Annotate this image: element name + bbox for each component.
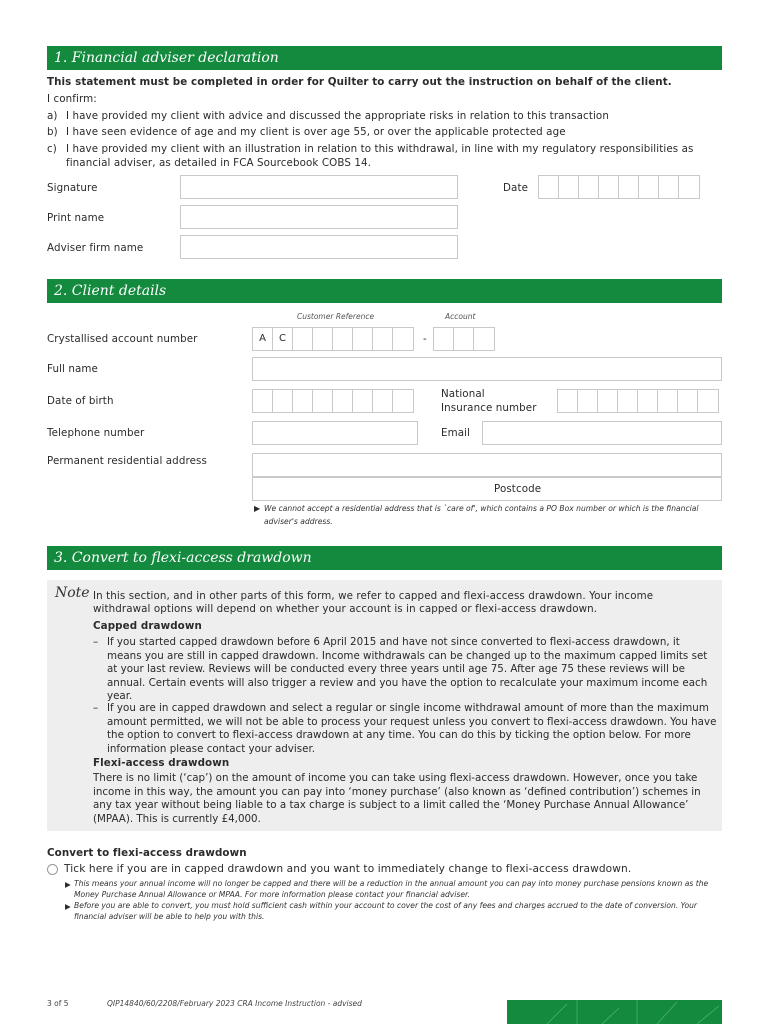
address-field[interactable]	[252, 453, 722, 477]
ni-label-line-1: National	[441, 388, 485, 400]
dob-cell[interactable]	[273, 390, 293, 412]
ni-cell[interactable]	[678, 390, 698, 412]
full-name-field[interactable]	[252, 357, 722, 381]
full-name-label: Full name	[47, 363, 98, 375]
ni-cell[interactable]	[698, 390, 718, 412]
date-cell[interactable]	[679, 176, 699, 198]
ni-label-line-2: Insurance number	[441, 402, 537, 414]
dash-bullet: –	[93, 702, 99, 714]
date-cell[interactable]	[539, 176, 559, 198]
address-note-line-2: adviser's address.	[264, 517, 333, 526]
ni-cell[interactable]	[658, 390, 678, 412]
dob-cell[interactable]	[333, 390, 353, 412]
triangle-bullet-icon: ▶	[65, 902, 71, 911]
section-3-title: 3. Convert to flexi-access drawdown	[47, 546, 722, 570]
account-cell[interactable]	[434, 328, 454, 350]
reference-cell[interactable]	[293, 328, 313, 350]
tick-note-2: Before you are able to convert, you must hold sufficient cash within your account to cover the cost of any fees and charges accrued to the date of conversion. Your financial adviser will be able to help you with this.	[74, 901, 698, 921]
flexi-text: There is no limit (‘cap’) on the amount of income you can take using flexi-access drawdown. However, once you take income in this way, the amount you can pay into ‘money purchase’ (also known as ‘defined contribution’) schemes in any tax year without being liable to a tax charge is subject to a limit called the ‘Money Purchase Annual Allowance’ (MPAA). This is currently £4,000.	[93, 772, 701, 825]
postcode-label: Postcode	[494, 483, 542, 495]
adviser-firm-label: Adviser firm name	[47, 242, 144, 254]
ni-cell[interactable]	[578, 390, 598, 412]
reference-separator: -	[423, 333, 427, 345]
note-intro-line-1: In this section, and in other parts of this form, we refer to capped and flexi-access drawdown. Your income	[93, 590, 654, 602]
telephone-field[interactable]	[252, 421, 418, 445]
page-number: 3 of 5	[47, 999, 69, 1008]
account-field[interactable]	[433, 327, 495, 351]
section-1-title: 1. Financial adviser declaration	[47, 46, 722, 70]
print-name-field[interactable]	[180, 205, 458, 229]
note-intro-line-2: withdrawal options will depend on whether your account is in capped or flexi-access drawdown.	[93, 603, 598, 615]
ni-cell[interactable]	[558, 390, 578, 412]
tick-note-1: This means your annual income will no longer be capped and there will be a reduction in the annual amount you can pay into money purchase pensions known as the Money Purchase Annual Allowance or MPAA. For more information please contact your financial adviser.	[74, 879, 709, 899]
triangle-bullet-icon: ▶	[65, 880, 71, 889]
item-c-marker: c)	[47, 143, 57, 155]
dob-cell[interactable]	[313, 390, 333, 412]
convert-checkbox[interactable]	[47, 864, 58, 875]
declaration-statement: This statement must be completed in order for Quilter to carry out the instruction on behalf of the client.	[47, 76, 672, 88]
tick-label: Tick here if you are in capped drawdown and you want to immediately change to flexi-access drawdown.	[64, 863, 632, 875]
note-label: Note	[55, 585, 90, 601]
account-cell[interactable]	[474, 328, 494, 350]
flexi-heading: Flexi-access drawdown	[93, 757, 230, 769]
confirm-label: I confirm:	[47, 93, 97, 105]
signature-field[interactable]	[180, 175, 458, 199]
ni-cell[interactable]	[638, 390, 658, 412]
adviser-firm-field[interactable]	[180, 235, 458, 259]
address-note-line-1: We cannot accept a residential address that is `care of', which contains a PO Box number or which is the financial	[264, 504, 699, 513]
footer-reference: QIP14840/60/2208/February 2023 CRA Income Instruction - advised	[107, 999, 362, 1008]
account-cell[interactable]	[454, 328, 474, 350]
convert-heading: Convert to flexi-access drawdown	[47, 847, 247, 859]
dob-cell[interactable]	[293, 390, 313, 412]
capped-bullet-1: If you started capped drawdown before 6 April 2015 and have not since converted to flexi-access drawdown, it means you are still in capped drawdown. Income withdrawals can be changed up to the maximum capped limits set at your last review. Reviews will be conducted every three years until age 75. After age 75 these reviews will be annual. Certain events will also trigger a review and you have the option to recalculate your maximum income each year.	[107, 636, 708, 703]
email-label: Email	[441, 427, 471, 439]
date-cell[interactable]	[639, 176, 659, 198]
capped-bullet-2: If you are in capped drawdown and select a regular or single income withdrawal amount of more than the maximum amount permitted, we will not be able to process your request unless you convert to flexi-access drawdown. You have the option to convert to flexi-access drawdown at any time. You can do this by ticking the option below. For more information please contact your adviser.	[107, 702, 717, 755]
decorative-pattern-icon	[507, 1000, 722, 1024]
ni-number-field[interactable]	[557, 389, 719, 413]
item-a-marker: a)	[47, 110, 58, 122]
date-cell[interactable]	[559, 176, 579, 198]
brand-logo-block	[507, 1000, 722, 1024]
crystallised-label: Crystallised account number	[47, 333, 198, 345]
signature-label: Signature	[47, 182, 98, 194]
date-field[interactable]	[538, 175, 700, 199]
dob-cell[interactable]	[393, 390, 413, 412]
triangle-bullet-icon: ▶	[254, 504, 261, 513]
date-cell[interactable]	[599, 176, 619, 198]
date-cell[interactable]	[579, 176, 599, 198]
account-label: Account	[445, 312, 476, 321]
reference-cell[interactable]	[393, 328, 413, 350]
item-b-text: I have seen evidence of age and my client is over age 55, or over the applicable protected age	[66, 126, 566, 138]
reference-cell[interactable]	[313, 328, 333, 350]
dob-cell[interactable]	[373, 390, 393, 412]
section-2-title: 2. Client details	[47, 279, 722, 303]
item-a-text: I have provided my client with advice and discussed the appropriate risks in relation to this transaction	[66, 110, 609, 122]
date-cell[interactable]	[619, 176, 639, 198]
date-cell[interactable]	[659, 176, 679, 198]
address-field-line-2[interactable]	[252, 477, 722, 501]
ni-cell[interactable]	[618, 390, 638, 412]
ni-cell[interactable]	[598, 390, 618, 412]
dob-cell[interactable]	[253, 390, 273, 412]
reference-cell[interactable]	[373, 328, 393, 350]
customer-reference-label: Customer Reference	[297, 312, 375, 321]
reference-prefix-cell: A	[253, 328, 273, 350]
capped-heading: Capped drawdown	[93, 620, 202, 632]
dash-bullet: –	[93, 636, 99, 648]
reference-prefix-cell: C	[273, 328, 293, 350]
reference-cell[interactable]	[353, 328, 373, 350]
dob-cell[interactable]	[353, 390, 373, 412]
dob-label: Date of birth	[47, 395, 114, 407]
reference-cell[interactable]	[333, 328, 353, 350]
date-label: Date	[503, 182, 529, 194]
customer-reference-field[interactable]	[252, 327, 414, 351]
email-field[interactable]	[482, 421, 722, 445]
item-c-text: I have provided my client with an illustration in relation to this withdrawal, in line with my regulatory responsibilities as financial adviser, as detailed in FCA Sourcebook COBS 14.	[66, 143, 694, 169]
dob-field[interactable]	[252, 389, 414, 413]
address-label: Permanent residential address	[47, 455, 207, 467]
print-name-label: Print name	[47, 212, 105, 224]
telephone-label: Telephone number	[47, 427, 145, 439]
item-b-marker: b)	[47, 126, 58, 138]
